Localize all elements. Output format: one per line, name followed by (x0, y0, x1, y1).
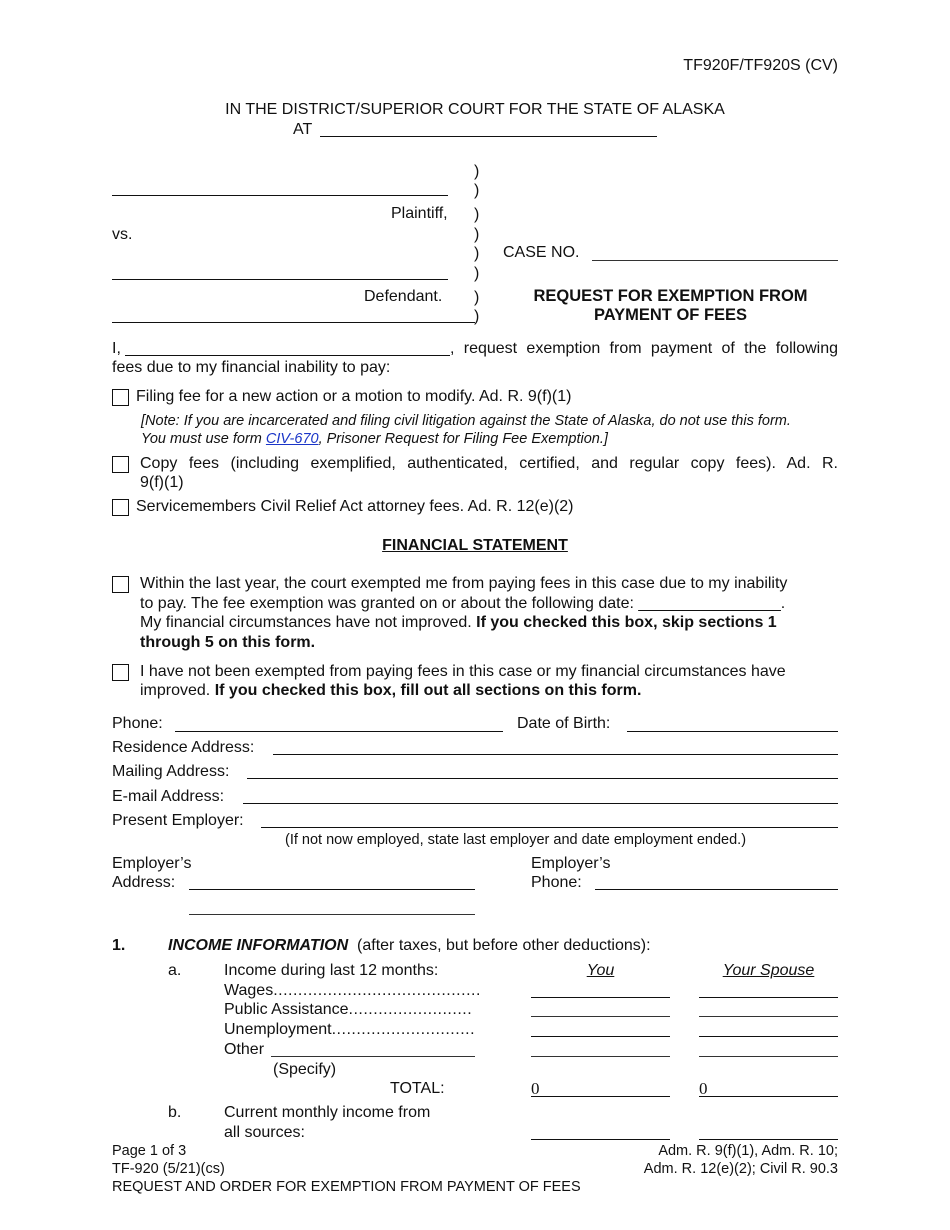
prior-exemption-line4: through 5 on this form. (140, 634, 316, 651)
income-b-label: b. (168, 1104, 182, 1121)
copy-fees-line1: Copy fees (including exemplified, authenticated, certified, and regular copy fees). Ad. R. (140, 455, 838, 472)
dob-label: Date of Birth: (517, 715, 611, 732)
total-you-value[interactable]: 0 (531, 1079, 540, 1098)
prior-exemption-line2: to pay. The fee exemption was granted on or about the following date: ________________. (140, 595, 786, 612)
plaintiff-field[interactable] (112, 195, 448, 196)
footer-form-id: TF-920 (5/21)(cs) (112, 1161, 225, 1177)
form-title-line2: PAYMENT OF FEES (593, 306, 748, 324)
plaintiff-label: Plaintiff, (391, 205, 448, 222)
public-assistance-spouse-field[interactable] (699, 1016, 838, 1017)
column-you: You (586, 962, 615, 979)
filing-fee-checkbox[interactable] (112, 389, 129, 406)
note-line2: You must use form CIV-670, Prisoner Request for Filing Fee Exemption.] (141, 431, 608, 447)
defendant-label: Defendant. (364, 288, 443, 305)
specify-label: (Specify) (273, 1061, 337, 1078)
wages-label: Wages.......................................... (224, 982, 481, 999)
monthly-income-spouse-field[interactable] (699, 1139, 838, 1140)
financial-statement-heading: FINANCIAL STATEMENT (382, 537, 568, 554)
employer-field[interactable] (261, 827, 838, 828)
copy-fees-line2: 9(f)(1) (140, 474, 184, 491)
total-spouse-field (699, 1096, 838, 1097)
employer-phone-label-l2: Phone: (531, 874, 582, 891)
income-a-label: a. (168, 962, 182, 979)
court-title: IN THE DISTRICT/SUPERIOR COURT FOR THE STATE OF ALASKA (225, 101, 725, 118)
email-label: E-mail Address: (112, 788, 225, 805)
request-text-part2: fees due to my financial inability to pay: (112, 359, 391, 376)
phone-field[interactable] (175, 731, 503, 732)
unemployment-spouse-field[interactable] (699, 1036, 838, 1037)
not-exempted-checkbox[interactable] (112, 664, 129, 681)
email-field[interactable] (243, 803, 838, 804)
mailing-label: Mailing Address: (112, 763, 230, 780)
mailing-field[interactable] (247, 778, 838, 779)
total-you-field (531, 1096, 670, 1097)
note-line1: [Note: If you are incarcerated and filing civil litigation against the State of Alaska, do not use this form. (141, 413, 791, 429)
footer-rules-l1: Adm. R. 9(f)(1), Adm. R. 10; (658, 1143, 838, 1159)
footer-page-number: Page 1 of 3 (112, 1143, 187, 1159)
employer-phone-label-l1: Employer’s (531, 855, 611, 872)
prior-exemption-line3: My financial circumstances have not improved. If you checked this box, skip sections 1 (140, 614, 777, 631)
scra-fees-label: Servicemembers Civil Relief Act attorney fees. Ad. R. 12(e)(2) (136, 498, 574, 515)
footer-rules-l2: Adm. R. 12(e)(2); Civil R. 90.3 (643, 1161, 838, 1177)
at-label: AT (293, 121, 313, 138)
employer-address-label-l2: Address: (112, 874, 176, 891)
employer-address-label-l1: Employer’s (112, 855, 192, 872)
residence-field[interactable] (273, 754, 838, 755)
residence-label: Residence Address: (112, 739, 255, 756)
public-assistance-label: Public Assistance......................... (224, 1001, 473, 1018)
footer-form-title: REQUEST AND ORDER FOR EXEMPTION FROM PAYMENT OF FEES (112, 1179, 581, 1195)
form-title-line1: REQUEST FOR EXEMPTION FROM (533, 287, 808, 305)
not-exempted-line2: improved. If you checked this box, fill out all sections on this form. (140, 682, 642, 699)
wages-you-field[interactable] (531, 997, 670, 998)
unemployment-you-field[interactable] (531, 1036, 670, 1037)
other-label: Other (224, 1041, 265, 1058)
filing-fee-label: Filing fee for a new action or a motion to modify. Ad. R. 9(f)(1) (136, 388, 572, 405)
civ-670-link[interactable]: CIV-670 (265, 431, 319, 447)
copy-fees-checkbox[interactable] (112, 456, 129, 473)
defendant-field[interactable] (112, 279, 448, 280)
prior-exemption-line1: Within the last year, the court exempted me from paying fees in this case due to my inability (140, 575, 788, 592)
court-location-field[interactable] (320, 136, 657, 137)
public-assistance-you-field[interactable] (531, 1016, 670, 1017)
employer-label: Present Employer: (112, 812, 244, 829)
monthly-income-you-field[interactable] (531, 1139, 670, 1140)
employer-address-field[interactable] (189, 889, 475, 890)
employer-phone-field[interactable] (595, 889, 838, 890)
income-b-text-l1: Current monthly income from (224, 1104, 431, 1121)
scra-fees-checkbox[interactable] (112, 499, 129, 516)
case-no-label: CASE NO. (503, 244, 580, 261)
other-spouse-field[interactable] (699, 1056, 838, 1057)
column-spouse: Your Spouse (722, 962, 815, 979)
income-heading: INCOME INFORMATION (after taxes, but before other deductions): (168, 937, 651, 954)
employer-note: (If not now employed, state last employer and date employment ended.) (285, 832, 747, 848)
dob-field[interactable] (627, 731, 838, 732)
caption-bottom-rule (112, 322, 475, 323)
income-a-text: Income during last 12 months: (224, 962, 439, 979)
employer-address-field-2[interactable] (189, 914, 475, 915)
unemployment-label: Unemployment............................. (224, 1021, 476, 1038)
form-code: TF920F/TF920S (CV) (683, 57, 838, 74)
case-no-field[interactable] (592, 260, 838, 261)
prior-exemption-checkbox[interactable] (112, 576, 129, 593)
total-label: TOTAL: (390, 1080, 445, 1097)
request-text-part1: , request exemption from payment of the following (450, 340, 838, 357)
section-1-number: 1. (112, 937, 126, 954)
total-spouse-value[interactable]: 0 (699, 1079, 708, 1098)
vs-label: vs. (112, 226, 133, 243)
income-b-text-l2: all sources: (224, 1124, 305, 1141)
not-exempted-line1: I have not been exempted from paying fees in this case or my financial circumstances have (140, 663, 786, 680)
phone-label: Phone: (112, 715, 163, 732)
name-field[interactable] (125, 355, 450, 356)
other-specify-field[interactable] (271, 1056, 475, 1057)
request-i-label: I, (112, 340, 121, 357)
wages-spouse-field[interactable] (699, 997, 838, 998)
other-you-field[interactable] (531, 1056, 670, 1057)
